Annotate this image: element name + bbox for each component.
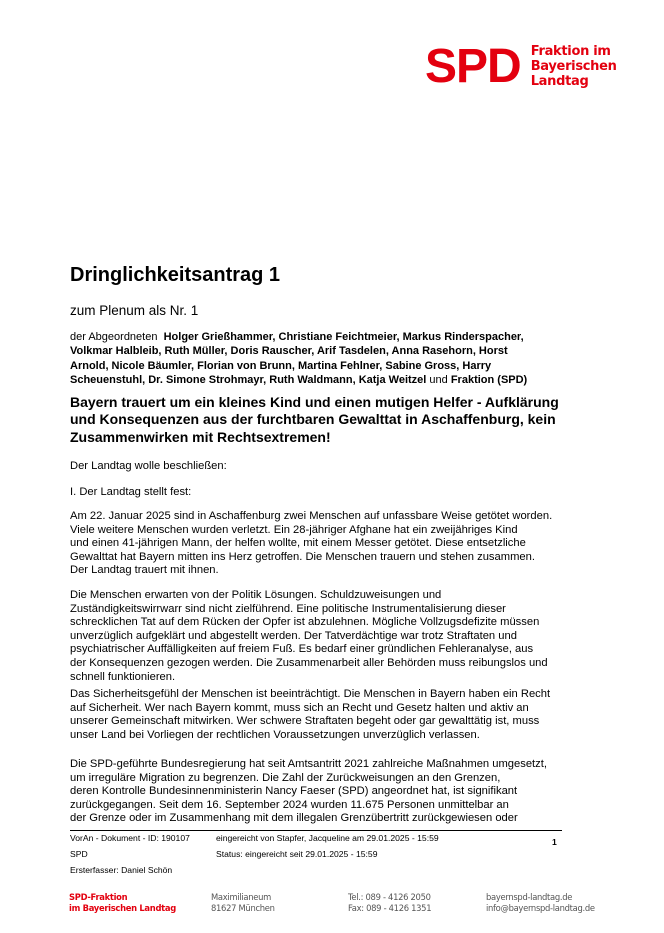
sponsors-und: und <box>429 373 448 386</box>
text-line: deren Kontrolle Bundesinnenministerin Nancy Faeser (SPD) angeordnet hat, ist signifikant <box>70 785 518 798</box>
text-line: Gewalttat hat Bayern mitten ins Herz getroffen. Die Menschen trauern und stehen zusammen. <box>70 550 535 563</box>
text-line: der Grenze oder im Zusammenhang mit dem illegalen Grenzübertritt zurückgewiesen oder <box>70 812 518 825</box>
heading-line: und Konsequenzen aus der furchtbaren Gewalttat in Aschaffenburg, kein <box>70 411 556 428</box>
email-link[interactable]: info@bayernspd-landtag.de <box>486 903 595 913</box>
letterhead-line: Fax: 089 - 4126 1351 <box>348 903 432 913</box>
text-line: Der Landtag trauert mit ihnen. <box>70 564 219 577</box>
sponsor-fraktion: Fraktion (SPD) <box>450 373 528 386</box>
text-line: Das Sicherheitsgefühl der Menschen ist beeinträchtigt. Die Menschen in Bayern haben ein Recht <box>70 688 551 700</box>
text-line: psychiatrischer Auffälligkeiten auf freiem Fuß. Es bedarf einer gründlichen Fehleranalyse, aus <box>70 643 534 656</box>
footer-party: SPD <box>70 849 88 859</box>
logo-line: Landtag <box>530 74 589 89</box>
paragraph-1 <box>70 510 552 578</box>
text-line: und einen 41-jährigen Mann, der helfen wollte, mit einem Messer getötet. Diese entsetzliche <box>70 537 526 550</box>
website-link[interactable]: bayernspd-landtag.de <box>486 892 573 902</box>
logo-line: Fraktion im <box>530 44 611 59</box>
text-line: schrecklichen Tat auf dem Rücken der Opfer ist abzulehnen. Mögliche Vollzugsdefizite müssen <box>70 616 540 629</box>
footer-author: Ersterfasser: Daniel Schön <box>70 865 173 875</box>
footer-doc-id: VorAn - Dokument - ID: 190107 <box>70 833 190 843</box>
section-heading: I. Der Landtag stellt fest: <box>70 486 192 498</box>
logo-line: Bayerischen <box>530 59 617 74</box>
text-line: Zuständigkeitswirrwarr sind nicht zielführend. Eine politische Instrumentalisierung dieser <box>70 602 506 615</box>
text-line: unverzüglich aufgeklärt und abgestellt werden. Der Tatverdächtige war trotz Straftaten und <box>70 629 517 642</box>
footer-status: Status: eingereicht seit 29.01.2025 - 15:59 <box>216 849 378 859</box>
logo-mark: SPD <box>425 39 521 93</box>
intro-text: Der Landtag wolle beschließen: <box>70 460 227 472</box>
footer-divider <box>70 830 562 831</box>
heading-line: Zusammenwirken mit Rechtsextremen! <box>70 428 331 445</box>
text-line: Die Menschen erwarten von der Politik Lösungen. Schuldzuweisungen und <box>70 589 442 601</box>
spd-logo <box>425 39 617 93</box>
text-line: unserer Gemeinschaft mitwirken. Wer schwere Straftaten begeht oder gar gewalttätig ist, muss <box>70 715 540 728</box>
sponsors-intro: der Abgeordneten <box>70 331 158 343</box>
text-line: zurückgegangen. Seit dem 16. September 2024 wurden 11.675 Personen unmittelbar an <box>70 798 509 811</box>
text-line: Viele weitere Menschen wurden verletzt. Ein 28-jähriger Afghane hat ein zweijähriges Kind <box>70 523 518 536</box>
sponsor-line: Holger Grießhammer, Christiane Feichtmeier, Markus Rinderspacher, <box>163 331 524 343</box>
text-line: Die SPD-geführte Bundesregierung hat seit Amtsantritt 2021 zahlreiche Maßnahmen umgesetzt, <box>70 758 547 770</box>
text-line: Am 22. Januar 2025 sind in Aschaffenburg zwei Menschen auf unfassbare Weise getötet worden. <box>70 510 553 522</box>
text-line: der Konsequenzen gezogen werden. Die Zusammenarbeit aller Behörden muss reibungslos und <box>70 656 548 669</box>
paragraph-4 <box>70 758 547 826</box>
text-line: unser Land bei Vorliegen der rechtlichen Voraussetzungen unverzüglich verlassen. <box>70 728 480 741</box>
sponsor-line: Volkmar Halbleib, Ruth Müller, Doris Rauscher, Arif Tasdelen, Anna Rasehorn, Horst <box>70 345 508 358</box>
letterhead-line: Tel.: 089 - 4126 2050 <box>348 892 431 902</box>
paragraph-2 <box>70 589 548 684</box>
letterhead-address <box>211 892 275 914</box>
document-subtitle: zum Plenum als Nr. 1 <box>70 303 199 318</box>
letterhead-line: SPD-Fraktion <box>69 892 128 902</box>
page-number: 1 <box>552 837 557 847</box>
letterhead-line: Maximilianeum <box>211 892 271 902</box>
letterhead-line: im Bayerischen Landtag <box>69 903 176 913</box>
sponsor-line: Arnold, Nicole Bäumler, Florian von Brunn, Martina Fehlner, Sabine Gross, Harry <box>70 359 492 372</box>
text-line: schnell funktionieren. <box>70 670 176 683</box>
sponsors <box>70 330 570 387</box>
document-title: Dringlichkeitsantrag 1 <box>70 264 281 286</box>
letterhead-org <box>69 892 176 914</box>
paragraph-3 <box>70 688 550 742</box>
logo-text <box>531 44 617 89</box>
text-line: um irreguläre Migration zu begrenzen. Die Zahl der Zurückweisungen an den Grenzen, <box>70 771 501 784</box>
footer-submitted-by: eingereicht von Stapfer, Jacqueline am 29.01.2025 - 15:59 <box>216 833 439 843</box>
motion-heading <box>70 394 580 446</box>
letterhead-web <box>486 892 595 914</box>
text-line: auf Sicherheit. Wer nach Bayern kommt, muss sich an Recht und Gesetz halten und aktiv an <box>70 701 529 714</box>
sponsor-line: Scheuenstuhl, Dr. Simone Strohmayr, Ruth Waldmann, Katja Weitzel <box>70 373 427 386</box>
letterhead-phone <box>348 892 431 914</box>
letterhead-line: 81627 München <box>211 903 275 913</box>
heading-line: Bayern trauert um ein kleines Kind und einen mutigen Helfer - Aufklärung <box>70 394 559 410</box>
